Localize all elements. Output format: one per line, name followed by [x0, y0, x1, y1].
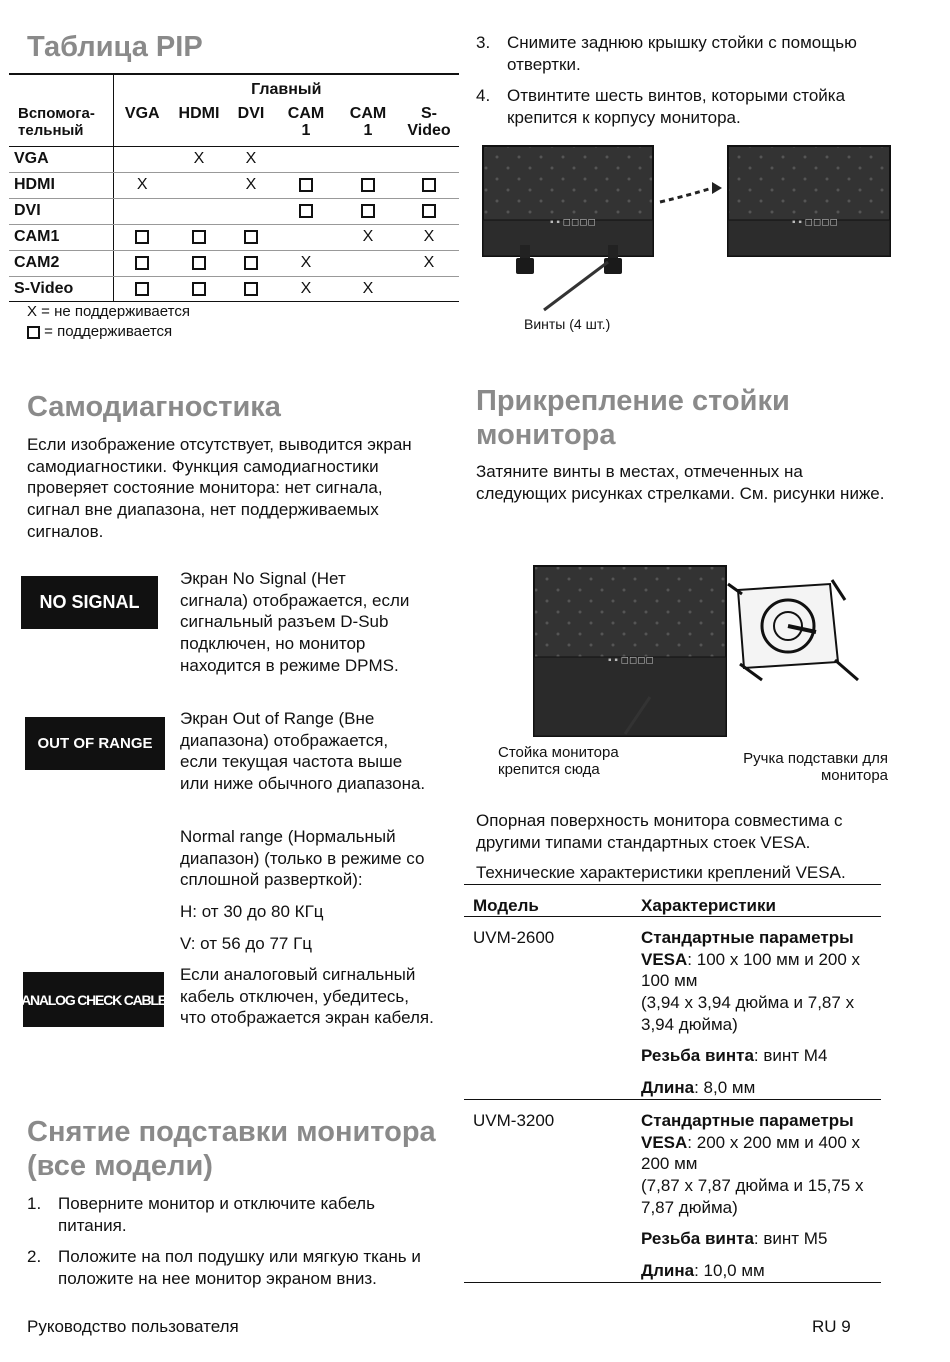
pip-cell: [113, 276, 171, 302]
remove-steps-2: [476, 32, 896, 129]
pip-cell: [399, 146, 459, 172]
diag-intro: Если изображение отсутствует, выводится экран самодиагностики. Функция самодиагностики проверяет состояние монитора: нет сигнала, сигнал вне диапазона, нет поддерживаемых сигналов.: [27, 435, 412, 541]
h-range-text: H: от 30 до 80 КГц: [180, 902, 324, 921]
pip-aux-header: Вспомога-тельный: [9, 99, 113, 146]
pip-cell: [171, 276, 227, 302]
vesa-length-label: Длина: [641, 1078, 695, 1097]
stand-attach-caption: Стойка монитора крепится сюда: [498, 744, 619, 778]
checkbox-square-icon: [135, 256, 149, 270]
vesa-thread-label: Резьба винта: [641, 1229, 754, 1248]
pip-row: [9, 224, 459, 250]
step-text: Снимите заднюю крышку стойки с помощью отвертки.: [507, 33, 857, 74]
cross-mark: X: [423, 254, 435, 271]
pip-row-label: DVI: [9, 198, 113, 224]
pip-col: HDMI: [171, 99, 227, 146]
pip-col: DVI: [227, 99, 275, 146]
normal-range-text: Normal range (Нормальный диапазон) (только в режиме со сплошной разверткой):: [180, 827, 425, 890]
step-number: 2.: [27, 1247, 42, 1267]
vesa-length: [641, 1077, 755, 1099]
pip-row-label: S-Video: [9, 276, 113, 302]
pip-cell: [227, 198, 275, 224]
monitor-back-illustration: [480, 140, 895, 330]
checkbox-square-icon: [361, 204, 375, 218]
vesa-std-inch: (7,87 x 7,87 дюйма и 15,75 x 7,87 дюйма): [641, 1176, 864, 1217]
stand-removal-illustration: [480, 140, 895, 330]
checkbox-square-icon: [135, 230, 149, 244]
vesa-length-label: Длина: [641, 1261, 695, 1280]
pip-cell: [399, 276, 459, 302]
step-text: Отвинтите шесть винтов, которыми стойка крепится к корпусу монитора.: [507, 86, 846, 128]
attach-intro: Затяните винты в местах, отмеченных на следующих рисунках стрелками. См. рисунки ниже.: [476, 462, 885, 503]
pip-cell: [337, 146, 399, 172]
checkbox-square-icon: [192, 282, 206, 296]
pip-col: CAM 1: [275, 99, 337, 146]
vesa-row: [464, 1100, 881, 1283]
pip-cell: [337, 276, 399, 302]
cross-mark: X: [300, 280, 312, 298]
stand-attach-illustration: [530, 562, 870, 742]
pip-row: [9, 172, 459, 198]
cross-mark: X: [362, 280, 374, 298]
pip-cell: [171, 198, 227, 224]
step-number: 1.: [27, 1194, 42, 1213]
vesa-thread: [641, 1228, 827, 1250]
pip-cell: [171, 250, 227, 276]
stand-handle-caption: Ручка подставки для монитора: [743, 750, 888, 784]
out-of-range-screen: OUT OF RANGE: [25, 717, 165, 770]
pip-cell: [337, 172, 399, 198]
vesa-std-label: Стандартные параметры VESA: [641, 928, 854, 969]
cross-mark: X: [136, 176, 148, 193]
pip-cell: [113, 146, 171, 172]
pip-title: Таблица PIP: [27, 31, 203, 63]
pip-cell: [113, 198, 171, 224]
checkbox-square-icon: [422, 178, 436, 192]
pip-row: [9, 276, 459, 302]
pip-cell: [275, 146, 337, 172]
vesa-model: UVM-3200: [473, 1111, 555, 1130]
pip-cell: [275, 250, 337, 276]
pip-row-label: HDMI: [9, 172, 113, 198]
out-of-range-text: Экран Out of Range (Вне диапазона) отображается, если текущая частота выше или ниже обычного диапазона.: [180, 709, 426, 794]
pip-legend-box-row: [27, 322, 190, 342]
pip-col: CAM 1: [337, 99, 399, 146]
step-number: 4.: [476, 86, 491, 106]
vesa-model: UVM-2600: [473, 928, 555, 947]
analog-check-cable-screen: ANALOG CHECK CABLE: [23, 972, 164, 1027]
no-signal-text: Экран No Signal (Нет сигнала) отображается, если сигнальный разъем D-Sub подключен, но монитор находится в режиме DPMS.: [180, 569, 410, 675]
vesa-thread: [641, 1045, 827, 1067]
step-item: [27, 1193, 442, 1236]
pip-cell: [275, 172, 337, 198]
pip-row: [9, 146, 459, 172]
remove-title: Снятие подставки монитора (все модели): [27, 1116, 436, 1182]
pip-cell: [399, 250, 459, 276]
vesa-length-value: : 10,0 мм: [694, 1261, 765, 1280]
vesa-thread-label: Резьба винта: [641, 1046, 754, 1065]
footer-page-number: RU 9: [812, 1317, 851, 1336]
attach-title: Прикрепление стойки монитора: [476, 385, 790, 451]
cross-mark: X: [423, 228, 435, 245]
checkbox-square-icon: [299, 178, 313, 192]
no-signal-screen: NO SIGNAL: [21, 576, 158, 629]
pip-row-label: CAM2: [9, 250, 113, 276]
pip-cell: [399, 224, 459, 250]
remove-steps-1: [27, 1193, 442, 1290]
checkbox-square-icon: [244, 282, 258, 296]
pip-col: S- Video: [399, 99, 459, 146]
pip-cell: [275, 198, 337, 224]
cross-mark: X: [362, 228, 374, 245]
analog-text: Если аналоговый сигнальный кабель отключен, убедитесь, что отображается экран кабеля.: [180, 965, 434, 1028]
pip-row: [9, 250, 459, 276]
pip-cell: [171, 224, 227, 250]
pip-row-label: CAM1: [9, 224, 113, 250]
pip-cell: [399, 198, 459, 224]
vesa-std-value: : 200 x 200 мм и 400 x 200 мм: [641, 1132, 861, 1174]
vesa-length-value: : 8,0 мм: [694, 1078, 756, 1097]
pip-cell: [227, 250, 275, 276]
checkbox-square-icon: [244, 230, 258, 244]
cross-mark: X: [245, 150, 257, 167]
vesa-length: [641, 1260, 765, 1282]
pip-cell: [399, 172, 459, 198]
svg-text:▪ ▪ ◻◻◻◻: ▪ ▪ ◻◻◻◻: [792, 217, 838, 228]
monitor-stand-illustration: [530, 562, 870, 742]
vesa-col-model: Модель: [473, 896, 539, 915]
checkbox-square-icon: [299, 204, 313, 218]
checkbox-square-icon: [192, 256, 206, 270]
checkbox-square-icon: [361, 178, 375, 192]
vesa-std-inch: (3,94 x 3,94 дюйма и 7,87 x 3,94 дюйма): [641, 993, 855, 1034]
step-item: [27, 1246, 442, 1289]
step-item: [476, 32, 896, 75]
pip-cell: [337, 250, 399, 276]
pip-cell: [275, 224, 337, 250]
step-number: 3.: [476, 33, 491, 52]
screws-caption: Винты (4 шт.): [524, 316, 611, 332]
pip-cell: [337, 224, 399, 250]
vesa-std: [641, 927, 879, 1036]
cross-mark: X: [193, 150, 205, 167]
cross-mark: X: [300, 254, 312, 271]
checkbox-square-icon: [192, 230, 206, 244]
vesa-thread-value: : винт M5: [753, 1229, 828, 1248]
pip-legend-x: X = не поддерживается: [27, 303, 190, 320]
pip-cell: [275, 276, 337, 302]
pip-legend-box: = поддерживается: [44, 323, 173, 340]
checkbox-square-icon: [135, 282, 149, 296]
pip-cell: [113, 172, 171, 198]
pip-cell: [227, 224, 275, 250]
pip-cell: [171, 172, 227, 198]
vesa-table: [464, 884, 881, 1283]
footer-left: Руководство пользователя: [27, 1317, 239, 1336]
pip-row: [9, 198, 459, 224]
pip-cell: [337, 198, 399, 224]
step-text: Положите на пол подушку или мягкую ткань и положите на нее монитор экраном вниз.: [58, 1247, 421, 1289]
step-item: [476, 85, 896, 128]
pip-cell: [171, 146, 227, 172]
pip-cell: [113, 250, 171, 276]
checkbox-square-icon: [244, 256, 258, 270]
vesa-std-value: : 100 x 100 мм и 200 x 100 мм: [641, 949, 861, 991]
svg-text:▪ ▪ ◻◻◻◻: ▪ ▪ ◻◻◻◻: [608, 655, 654, 666]
v-range-text: V: от 56 до 77 Гц: [180, 934, 313, 953]
pip-main-header: Главный: [251, 81, 322, 98]
pip-row-label: VGA: [9, 146, 113, 172]
vesa-spec-intro: Технические характеристики креплений VESA.: [476, 863, 846, 882]
checkbox-square-icon: [422, 204, 436, 218]
pip-cell: [113, 224, 171, 250]
checkbox-square-icon: [27, 326, 40, 339]
vesa-std: [641, 1110, 879, 1219]
vesa-header-row: [464, 885, 881, 917]
step-text: Поверните монитор и отключите кабель питания.: [58, 1194, 375, 1235]
svg-text:▪ ▪ ◻◻◻◻: ▪ ▪ ◻◻◻◻: [550, 217, 596, 228]
vesa-compat-text: Опорная поверхность монитора совместима с другими типами стандартных стоек VESA.: [476, 811, 843, 852]
pip-cell: [227, 172, 275, 198]
vesa-thread-value: : винт M4: [753, 1046, 828, 1065]
diag-title: Самодиагностика: [27, 391, 281, 423]
vesa-col-spec: Характеристики: [641, 896, 776, 915]
pip-cell: [227, 146, 275, 172]
pip-cell: [227, 276, 275, 302]
vesa-std-label: Стандартные параметры VESA: [641, 1111, 854, 1152]
pip-table: [9, 73, 459, 302]
cross-mark: X: [245, 176, 257, 193]
pip-legend: [27, 302, 190, 342]
vesa-row: [464, 917, 881, 1100]
pip-col: VGA: [113, 99, 171, 146]
